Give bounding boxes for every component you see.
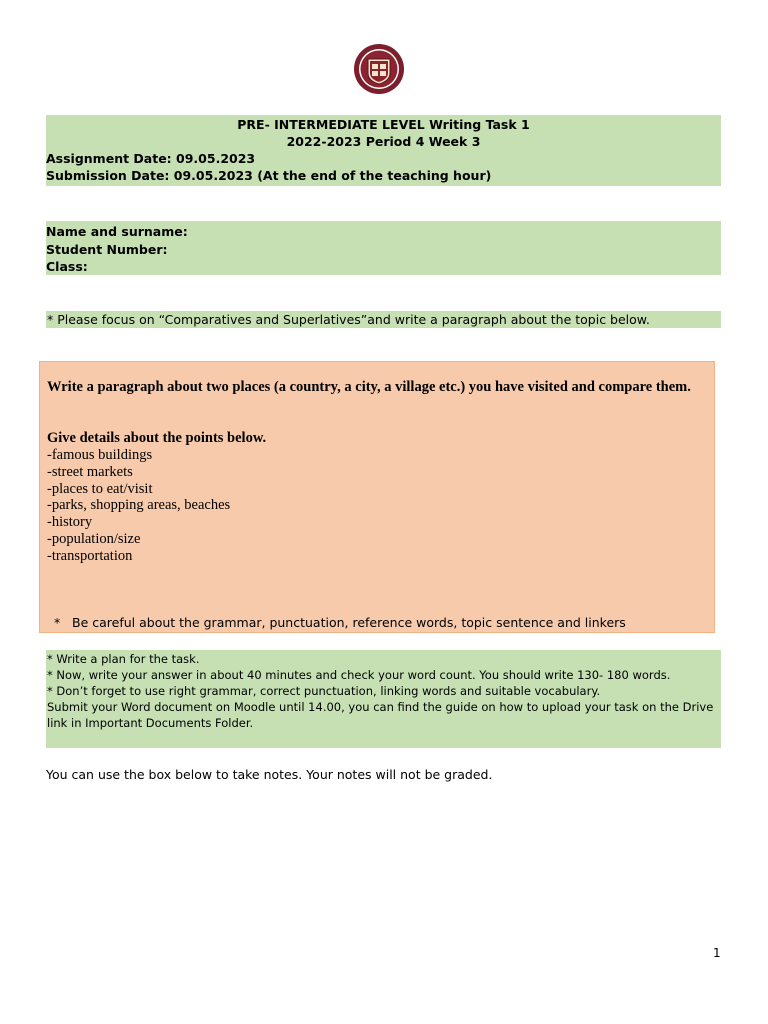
list-item: -places to eat/visit: [47, 480, 153, 497]
task-box: [39, 361, 715, 633]
focus-note: * Please focus on “Comparatives and Superlatives”and write a paragraph about the topic below.: [46, 311, 721, 328]
level-title: PRE- INTERMEDIATE LEVEL Writing Task 1: [237, 117, 530, 132]
careful-bullet: *: [54, 615, 61, 630]
instructions-box: [46, 650, 721, 748]
list-item: -population/size: [47, 530, 141, 547]
task-intro: Write a paragraph about two places (a country, a city, a village etc.) you have visited and compare them.: [47, 379, 691, 395]
name-surname-label: Name and surname:: [46, 224, 188, 239]
details-heading: Give details about the points below.: [47, 430, 267, 446]
list-item: -parks, shopping areas, beaches: [47, 497, 231, 514]
instruction-line: * Now, write your answer in about 40 minutes and check your word count. You should write 130- 180 words.: [47, 668, 671, 682]
school-logo: [353, 43, 405, 95]
notes-text: You can use the box below to take notes. Your notes will not be graded.: [46, 767, 493, 782]
student-number-label: Student Number:: [46, 241, 168, 257]
class-label: Class:: [46, 259, 88, 274]
list-item: -street markets: [47, 463, 133, 480]
list-item: -famous buildings: [47, 447, 153, 463]
assignment-header: [46, 115, 721, 186]
assignment-date: Assignment Date: 09.05.2023: [46, 151, 256, 166]
period-week: 2022-2023 Period 4 Week 3: [286, 134, 481, 149]
instruction-line: * Write a plan for the task.: [47, 652, 200, 666]
submission-date: Submission Date: 09.05.2023 (At the end of the teaching hour): [46, 168, 492, 183]
detail-points: [47, 447, 230, 565]
list-item: -history: [47, 514, 93, 531]
student-info-box: [46, 221, 721, 275]
careful-note: [54, 615, 626, 631]
page-number: 1: [713, 946, 721, 960]
instruction-line: Submit your Word document on Moodle until 14.00, you can find the guide on how to upload your task on the Drive link in Important Documents Folder.: [47, 700, 714, 730]
careful-text: Be careful about the grammar, punctuation, reference words, topic sentence and linkers: [72, 615, 626, 630]
list-item: -transportation: [47, 547, 133, 564]
instruction-line: * Don’t forget to use right grammar, correct punctuation, linking words and suitable vocabulary.: [47, 684, 601, 698]
